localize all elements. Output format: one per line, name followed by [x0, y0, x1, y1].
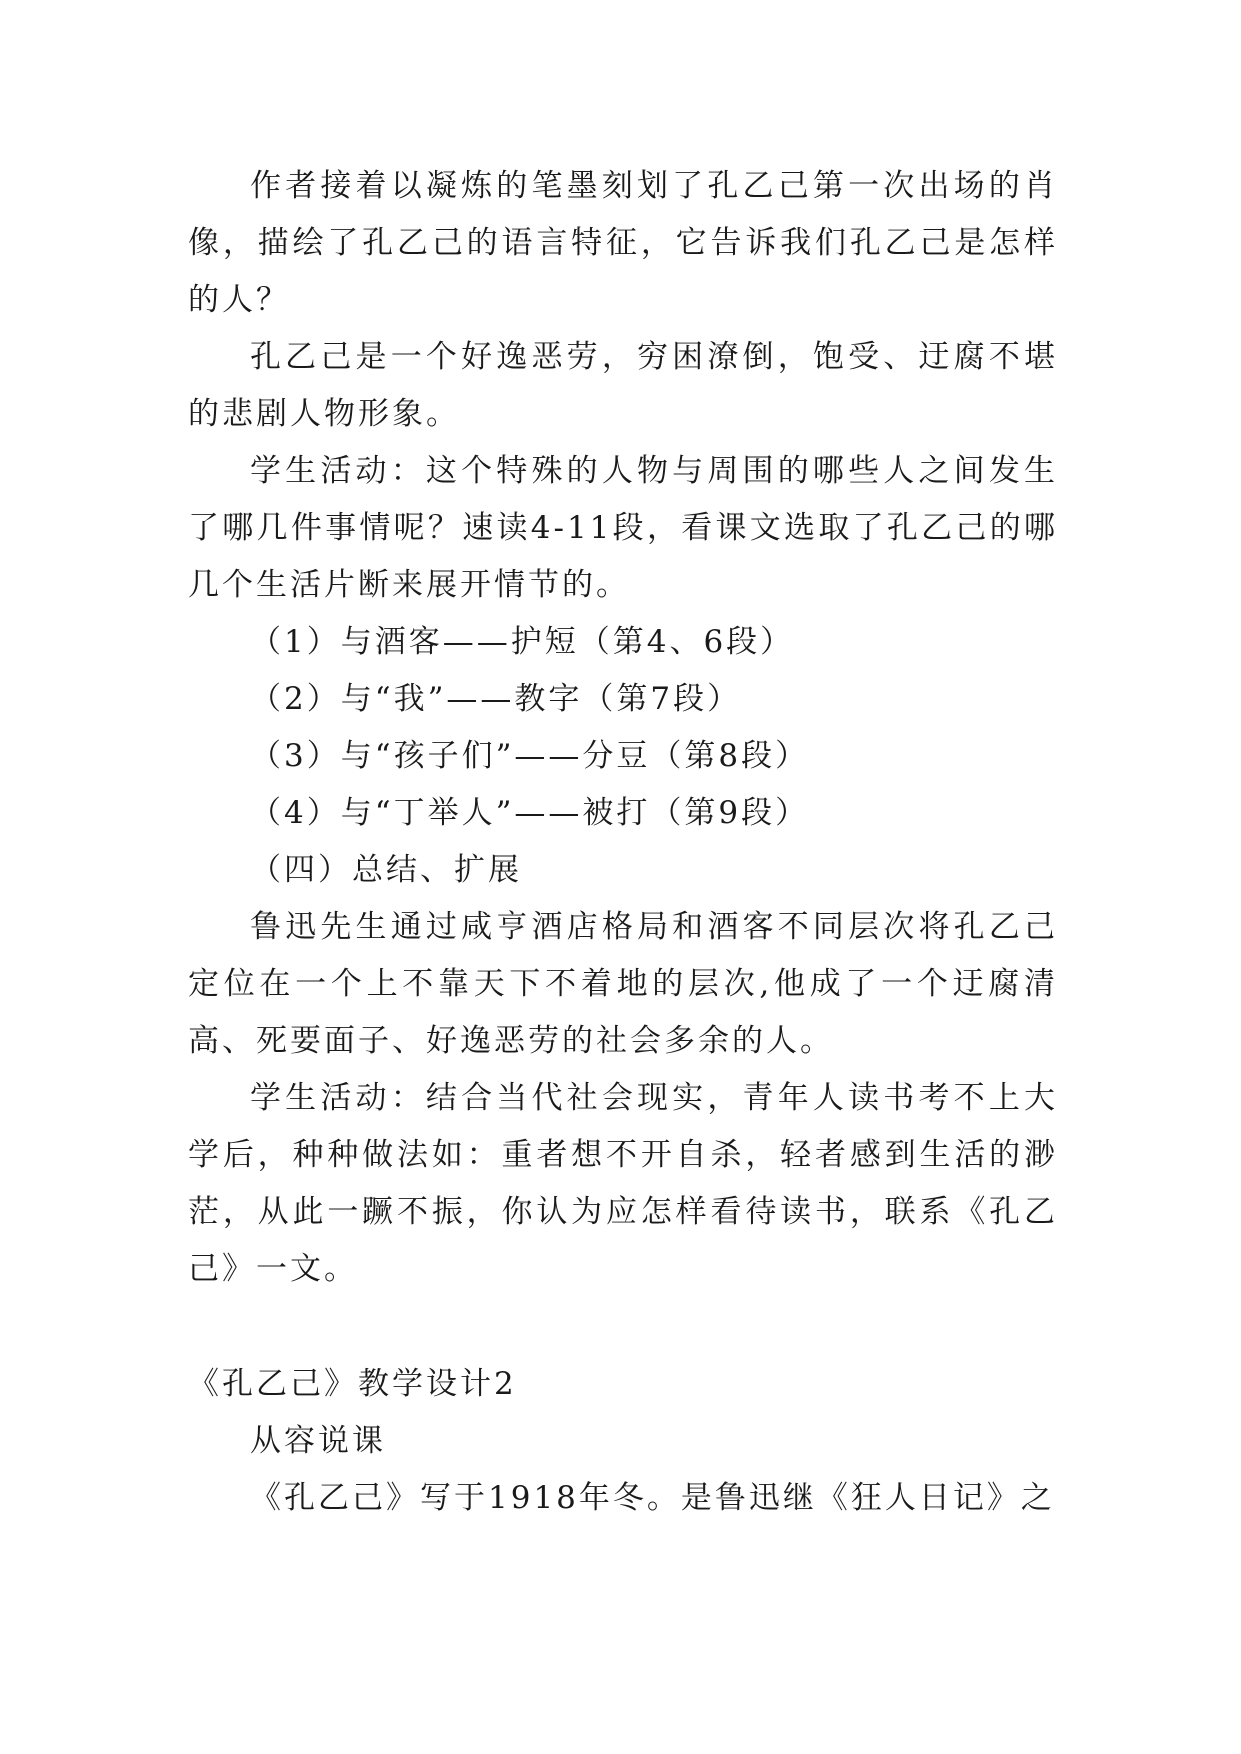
- subheading: 从容说课: [250, 1423, 386, 1459]
- list-item: （2）与“我”——教字（第7段）: [250, 681, 742, 717]
- paragraph-student-activity-1: 学生活动：这个特殊的人物与周围的哪些人之间发生了哪几件事情呢？速读4-11段，看课文选取了孔乙己的哪几个生活片断来展开情节的。: [188, 453, 1058, 603]
- paragraph-character-image: 孔乙己是一个好逸恶劳，穷困潦倒，饱受、迂腐不堪的悲剧人物形象。: [188, 339, 1058, 432]
- paragraph-summary: 鲁迅先生通过咸亨酒店格局和酒客不同层次将孔乙己定位在一个上不靠天下不着地的层次,他成了一个迂腐清高、死要面子、好逸恶劳的社会多余的人。: [188, 909, 1058, 1059]
- document-title: 《孔乙己》教学设计2: [188, 1366, 517, 1402]
- paragraph-student-activity-2: 学生活动：结合当代社会现实，青年人读书考不上大学后，种种做法如：重者想不开自杀，轻者感到生活的渺茫，从此一蹶不振，你认为应怎样看待读书，联系《孔乙己》一文。: [188, 1080, 1058, 1287]
- section-gap: [188, 1298, 1058, 1356]
- paragraph-portrait: 作者接着以凝炼的笔墨刻划了孔乙己第一次出场的肖像，描绘了孔乙己的语言特征，它告诉我们孔乙己是怎样的人？: [188, 168, 1058, 318]
- paragraph-intro: 《孔乙己》写于1918年冬。是鲁迅继《狂人日记》之: [250, 1480, 1055, 1516]
- document-body: [188, 158, 1058, 1527]
- list-item: （4）与“丁举人”——被打（第9段）: [250, 795, 810, 831]
- list-item: （1）与酒客——护短（第4、6段）: [250, 624, 795, 660]
- list-item: （3）与“孩子们”——分豆（第8段）: [250, 738, 810, 774]
- section-heading: （四）总结、扩展: [250, 852, 522, 888]
